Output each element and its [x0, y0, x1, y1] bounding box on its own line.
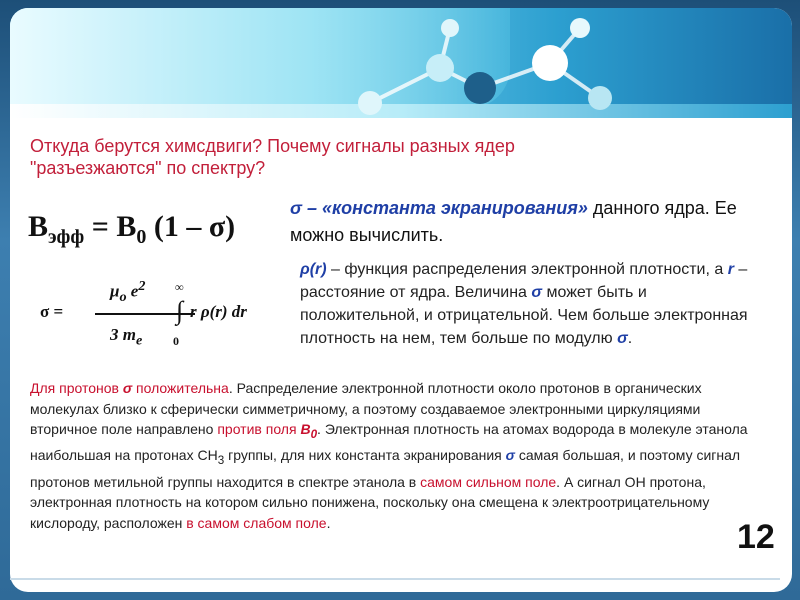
text-3: группы, для них константа экранирования	[224, 447, 506, 464]
red-b0-sub: 0	[310, 427, 318, 441]
red-text-3: самом сильном поле	[420, 473, 557, 490]
text-6: .	[326, 514, 331, 531]
rho-text-2: –расстояние от ядра. Величина	[300, 261, 748, 301]
e-sup: 2	[138, 278, 146, 294]
rho-description	[300, 258, 770, 350]
rho-text-3: может быть и положительной, и отрицательной. Чем больше электронная плотность на нем, тем больше по модулю	[300, 284, 748, 347]
formula-denominator	[110, 325, 142, 349]
text-5: . А сигнал OH протона, электронная плотность на котором сильно понижена, поскольку она смещена к электроотрицательному кислороду, расположен	[30, 473, 710, 531]
formula-eff-sub: эфф	[48, 226, 85, 248]
formula-eq: = B	[84, 210, 137, 243]
title-line-1: Откуда берутся химсдвиги? Почему сигналы разных ядер	[30, 136, 515, 156]
ch3-sub: 3	[217, 454, 225, 468]
header-banner	[10, 8, 792, 118]
red-text-4: в самом слабом поле	[186, 514, 327, 531]
red-text-1a: Для протонов	[30, 380, 123, 396]
sigma-description	[290, 195, 770, 249]
rho-text-4: .	[627, 330, 633, 347]
red-text-2: против поля	[217, 421, 301, 437]
integral-lower: 0	[173, 334, 179, 348]
integral-sign: ∫	[176, 296, 184, 325]
slide-title	[30, 135, 670, 179]
e-charge: e	[126, 281, 139, 301]
formula-b: B	[28, 210, 49, 243]
integral-upper: ∞	[175, 280, 184, 294]
molecule-icon	[330, 8, 790, 118]
integrand: r ρ(r) dr	[190, 302, 247, 321]
text-1: . Распределение электронной плотности около протонов в органических молекулах близко к сферически симметричному, а поэтому создаваемое электронными циркуляциями вторичное поле направлено	[30, 380, 702, 437]
den-main: 3 m	[110, 325, 136, 344]
red-text-1b: положительна	[132, 380, 229, 396]
page-number: 12	[737, 518, 775, 556]
bottom-divider	[10, 578, 780, 580]
rho-text-1: – функция распределения электронной плотности, а	[326, 261, 728, 278]
text-4: самая большая, и поэтому сигнал протонов метильной группы находится в спектре этанола в	[30, 447, 741, 490]
title-line-2: "разъезжаются" по спектру?	[30, 158, 266, 178]
formula-b0-sub: 0	[136, 226, 147, 248]
red-sigma: σ	[122, 380, 133, 396]
effective-field-formula	[28, 210, 235, 249]
formula-sigma-eq: σ =	[40, 302, 64, 321]
sigma-term: σ – «константа экранирования»	[290, 198, 588, 218]
sigma-term-2: σ	[531, 284, 543, 301]
r-term: r	[727, 261, 734, 278]
sigma-term-4: σ	[505, 447, 515, 464]
den-sub: e	[135, 332, 143, 349]
proton-paragraph	[30, 378, 770, 533]
sigma-term-3: σ	[617, 330, 628, 347]
mu: μ	[110, 281, 120, 301]
rho-term: ρ(r)	[300, 261, 327, 278]
formula-numerator	[110, 278, 145, 306]
red-b0: B	[300, 421, 311, 437]
formula-rest: (1 – σ)	[146, 210, 236, 243]
text-2: . Электронная плотность на атомах водорода в молекуле этанола наибольшая на протонах CH	[30, 421, 748, 464]
sigma-text: данного ядра. Ее можно вычислить.	[290, 198, 737, 245]
mu-sub: o	[119, 289, 127, 306]
sigma-integral-formula	[40, 270, 290, 360]
